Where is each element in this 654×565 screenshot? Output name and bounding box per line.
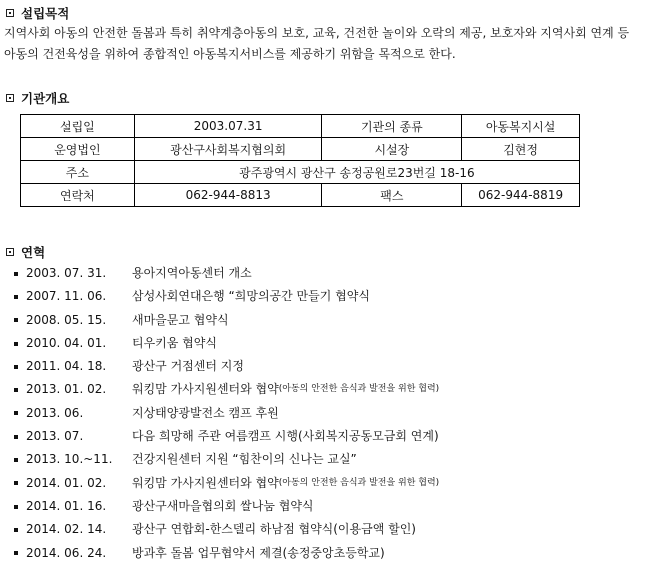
history-date: 2013. 10.~11. [26, 452, 113, 467]
history-text: 티우키움 협약식 [132, 335, 217, 350]
list-item [14, 425, 439, 448]
overview-heading [6, 89, 69, 107]
history-date: 2014. 02. 14. [26, 522, 107, 537]
cell-label: 설립일 [21, 115, 135, 138]
history-list [14, 262, 439, 565]
list-item [14, 448, 439, 471]
history-date: 2014. 01. 02. [26, 475, 107, 490]
bullet-icon [14, 481, 18, 485]
list-item [14, 518, 439, 541]
cell-label: 팩스 [322, 184, 462, 207]
history-date: 2013. 01. 02. [26, 382, 107, 397]
history-text: 새마을문고 협약식 [132, 312, 229, 327]
list-item [14, 495, 439, 518]
cell-value: 062-944-8819 [462, 184, 580, 207]
bullet-icon [14, 272, 18, 276]
square-bullet-icon [6, 94, 14, 102]
history-text: 워킹맘 가사지원센터와 협약 [132, 475, 279, 490]
history-text: 워킹맘 가사지원센터와 협약 [132, 382, 279, 397]
purpose-text: 지역사회 아동의 안전한 돌봄과 특히 취약계층아동의 보호, 교육, 건전한 놀이와 오락의 제공, 보호자와 지역사회 연계 등 아동의 건전육성을 위하여 종합적인 아동복지서비스를 제공하기 위함을 목적으로 한다. [4, 26, 630, 61]
cell-label: 시설장 [322, 138, 462, 161]
bullet-icon [14, 388, 18, 392]
square-bullet-icon [6, 248, 14, 256]
list-item [14, 309, 439, 332]
list-item [14, 378, 439, 401]
history-text: 광산구 연합회-한스델리 하남점 협약식(이용금액 할인) [132, 522, 416, 537]
purpose-heading [6, 4, 69, 22]
history-date: 2007. 11. 06. [26, 289, 107, 304]
list-item [14, 285, 439, 308]
list-item [14, 542, 439, 565]
purpose-heading-label: 설립목적 [21, 6, 70, 21]
bullet-icon [14, 342, 18, 346]
cell-value: 광산구사회복지협의회 [134, 138, 322, 161]
history-note: (아동의 안전한 음식과 발전을 위한 협력) [278, 477, 440, 488]
cell-value: 2003.07.31 [134, 115, 322, 138]
table-row [21, 161, 580, 184]
table-row [21, 184, 580, 207]
bullet-icon [14, 528, 18, 532]
list-item [14, 355, 439, 378]
bullet-icon [14, 505, 18, 509]
overview-table [20, 114, 580, 207]
list-item [14, 402, 439, 425]
history-text: 용아지역아동센터 개소 [132, 266, 252, 280]
history-text: 다음 희망해 주관 여름캠프 시행(사회복지공동모금회 연계) [132, 429, 439, 444]
table-row [21, 138, 580, 161]
history-date: 2010. 04. 01. [26, 335, 107, 350]
cell-label: 운영법인 [21, 138, 135, 161]
bullet-icon [14, 411, 18, 415]
cell-value: 062-944-8813 [134, 184, 322, 207]
history-date: 2014. 01. 16. [26, 498, 107, 513]
cell-value: 김현정 [462, 138, 580, 161]
list-item [14, 332, 439, 355]
cell-label: 기관의 종류 [322, 115, 462, 138]
bullet-icon [14, 551, 18, 555]
history-text: 삼성사회연대은행 “희망의공간 만들기 협약식 [132, 289, 370, 304]
history-heading [6, 243, 45, 261]
history-date: 2003. 07. 31. [26, 266, 107, 280]
list-item [14, 472, 439, 495]
history-date: 2008. 05. 15. [26, 312, 107, 327]
bullet-icon [14, 365, 18, 369]
history-text: 방과후 돌봄 업무협약서 제결(송정중앙초등학교) [132, 545, 385, 560]
history-note: (아동의 안전한 음식과 발전을 위한 협력) [278, 384, 440, 395]
history-text: 지상태양광발전소 캠프 후원 [132, 405, 279, 420]
history-date: 2011. 04. 18. [26, 359, 107, 374]
cell-label: 연락처 [21, 184, 135, 207]
list-item [14, 262, 439, 285]
bullet-icon [14, 435, 18, 439]
history-text: 광산구새마을협의회 쌀나눔 협약식 [132, 498, 314, 513]
history-date: 2014. 06. 24. [26, 545, 107, 560]
cell-value: 아동복지시설 [462, 115, 580, 138]
history-date: 2013. 07. [26, 429, 84, 444]
cell-label: 주소 [21, 161, 135, 184]
bullet-icon [14, 295, 18, 299]
cell-value-address: 광주광역시 광산구 송정공원로23번길 18-16 [134, 161, 579, 184]
overview-heading-label: 기관개요 [21, 91, 70, 106]
history-text: 건강지원센터 지원 “힘찬이의 신나는 교실” [132, 452, 357, 467]
bullet-icon [14, 458, 18, 462]
table-row [21, 115, 580, 138]
history-date: 2013. 06. [26, 405, 84, 420]
bullet-icon [14, 318, 18, 322]
history-heading-label: 연혁 [21, 245, 46, 260]
history-text: 광산구 거점센터 지정 [132, 359, 244, 374]
square-bullet-icon [6, 9, 14, 17]
